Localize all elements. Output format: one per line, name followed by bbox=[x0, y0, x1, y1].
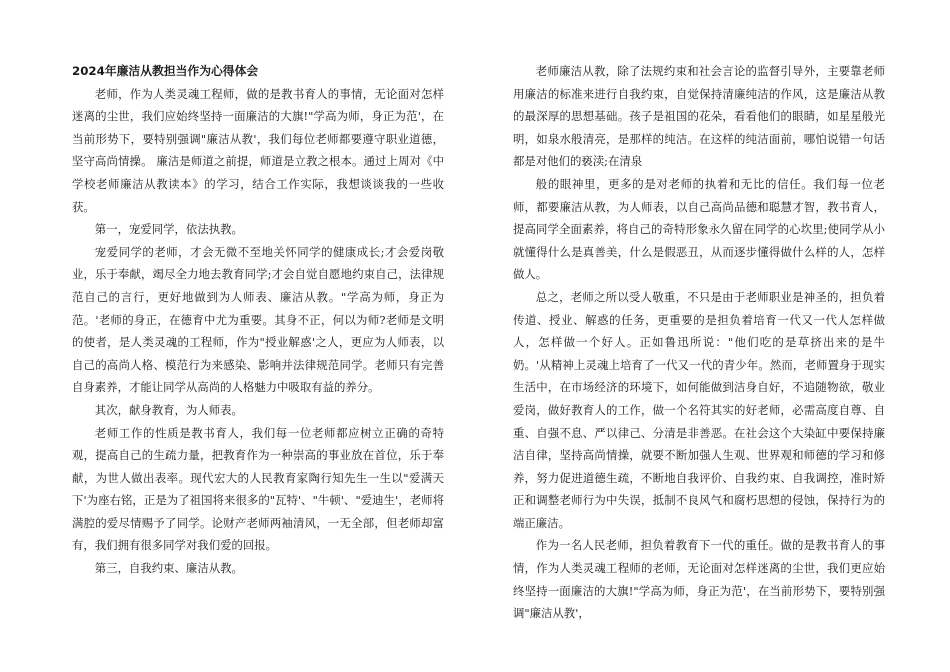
body-paragraph: 老师工作的性质是教书育人，我们每一位老师都应树立正确的奇特观，提高自己的生疏力量，把教育作为一种崇高的事业放在首位，乐于奉献，为世人做出表率。现代宏大的人民教育家陶行知先生一生以"爱满天下'为座右铭，正是为了祖国将来很多的"瓦特'、"牛顿'、"爱迪生'，老师将满腔的爱尽情赐予了同学。论财产老师两袖清风，一无全部，但老师却富有，我们拥有很多同学对我们爱的回报。 bbox=[72, 425, 444, 553]
body-paragraph: 宠爱同学的老师，才会无微不至地关怀同学的健康成长;才会爱岗敬业，乐于奉献，竭尽全力地去教育同学;才会自觉自愿地约束自己，法律规范自己的言行，更好地做到为人师表、廉洁从教。"学高为师，身正为范。'老师的身正，在德育中尤为重要。其身不正，何以为师?老师是文明的使者，是人类灵魂的工程师，作为"授业解惑'之人，更应为人师表，以自己的高尚人格、模范行为来感染、影响并法律规范同学。老师只有完善自身素养，才能让同学从高尚的人格魅力中吸取有益的养分。 bbox=[72, 244, 444, 395]
left-column bbox=[72, 60, 444, 580]
section-heading-third: 第三，自我约束、廉洁从教。 bbox=[94, 561, 243, 576]
body-paragraph: 作为一名人民老师，担负着教育下一代的重任。做的是教书育人的事情，作为人类灵魂工程师的老师，无论面对怎样迷离的尘世，我们更应始终坚持一面廉洁的大旗!"学高为师，身正为范'，在当前形势下，要特别强调"廉洁从教'， bbox=[513, 538, 885, 621]
body-paragraph: 总之，老师之所以受人敬重，不只是由于老师职业是神圣的，担负着传道、授业、解惑的任务，更重要的是担负着培育一代又一代人怎样做人，怎样做一个好人。正如鲁迅所说："他们吃的是草挤出来的是牛奶。'从精神上灵魂上培育了一代又一代的青少年。然而，老师置身于现实生活中，在市场经济的环境下，如何能做到洁身自好，不追随物欲，敬业爱岗，做好教育人的工作，做一个名符其实的好老师，必需高度自尊、自重、自强不息、严以律己、分清是非善恶。在社会这个大染缸中要保持廉洁自律，坚持高尚情操，就要不断加强人生观、世界观和师德的学习和修养，努力促进道德生疏，不断地自我评价、自我约束、自我调控，准时矫正和调整老师行为中失误，抵制不良风气和腐朽思想的侵蚀，保持行为的端正廉洁。 bbox=[513, 289, 885, 530]
body-paragraph: 老师廉洁从教，除了法规约束和社会言论的监督引导外，主要靠老师用廉洁的标准来进行自我约束，自觉保持清廉纯洁的作风，这是廉洁从教的最深厚的思想基础。孩子是祖国的花朵，看看他们的眼睛，如星星般光明，如泉水般清亮，是那样的纯洁。在这样的纯洁面前，哪怕说错一句话都是对他们的亵渎;在清泉 bbox=[513, 64, 885, 169]
intro-paragraph: 老师，作为人类灵魂工程师，做的是教书育人的事情，无论面对怎样迷离的尘世，我们应始终坚持一面廉洁的大旗!"学高为师，身正为范'，在当前形势下，要特别强调"廉洁从教'，我们每位老师都要遵守职业道德，坚守高尚情操。 廉洁是师道之前提，师道是立教之根本。通过上周对《中学校老师廉洁从教读本》的学习，结合工作实际，我想谈谈我的一些收获。 bbox=[72, 86, 444, 214]
body-paragraph: 般的眼神里，更多的是对老师的执着和无比的信任。我们每一位老师，都要廉洁从教，为人师表，以自己高尚品德和聪慧才智，教书育人，提高同学全面素养，将自己的奇特形象永久留在同学的心坎里;使同学从小就懂得什么是真善美，什么是假恶丑，从而逐步懂得做什么样的人，怎样做人。 bbox=[513, 176, 885, 282]
right-column bbox=[513, 60, 885, 625]
section-heading-first: 第一，宠爱同学，依法执教。 bbox=[94, 222, 243, 237]
section-heading-second: 其次，献身教育，为人师表。 bbox=[94, 402, 243, 417]
document-title: 2024年廉洁从教担当作为心得体会 bbox=[72, 64, 259, 78]
